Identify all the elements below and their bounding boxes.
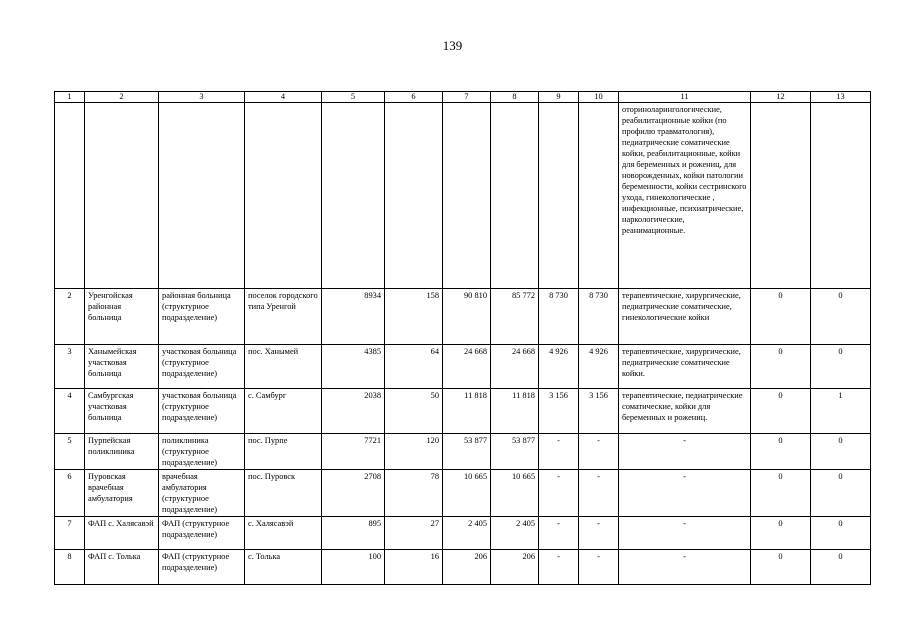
value-col-5: 2708 [322, 470, 385, 517]
column-number-7: 7 [443, 92, 491, 103]
facility-type: участковая больница (структурное подразделение) [159, 345, 245, 389]
bed-profiles: - [619, 434, 751, 470]
value-col-10: - [579, 434, 619, 470]
value-col-9: 3 156 [539, 389, 579, 434]
cell [55, 103, 85, 289]
value-col-9: 4 926 [539, 345, 579, 389]
value-col-9: - [539, 470, 579, 517]
bed-profiles: - [619, 550, 751, 585]
value-col-8: 11 818 [491, 389, 539, 434]
value-col-9: - [539, 550, 579, 585]
cell [443, 103, 491, 289]
column-number-10: 10 [579, 92, 619, 103]
facility-name: ФАП с. Халясавэй [85, 517, 159, 550]
cell [322, 103, 385, 289]
facility-type: ФАП (структурное подразделение) [159, 517, 245, 550]
cell [85, 103, 159, 289]
value-col-10: - [579, 470, 619, 517]
value-col-8: 24 668 [491, 345, 539, 389]
page-number: 139 [442, 38, 463, 53]
value-col-12: 0 [751, 389, 811, 434]
value-col-5: 2038 [322, 389, 385, 434]
continuation-text: оториноларингологические, реабилитационные койки (по профилю травматология), педиатрические соматические койки, реабилитационные, койки для беременных и рожениц, для новорожденных, койки патологии беременности, койки сестринского ухода, гинекологические , инфекционные, психиатрические, наркологические, реанимационные. [619, 103, 751, 289]
value-col-7: 10 665 [443, 470, 491, 517]
value-col-13: 1 [811, 389, 871, 434]
value-col-10: 4 926 [579, 345, 619, 389]
location: с. Толька [245, 550, 322, 585]
value-col-9: - [539, 517, 579, 550]
value-col-7: 206 [443, 550, 491, 585]
value-col-13: 0 [811, 517, 871, 550]
facility-name: ФАП с. Толька [85, 550, 159, 585]
column-number-8: 8 [491, 92, 539, 103]
location: поселок городского типа Уренгой [245, 289, 322, 345]
value-col-8: 53 877 [491, 434, 539, 470]
cell [491, 103, 539, 289]
table-row [55, 289, 871, 345]
row-number: 6 [55, 470, 85, 517]
value-col-10: - [579, 550, 619, 585]
row-number: 2 [55, 289, 85, 345]
column-number-4: 4 [245, 92, 322, 103]
cell [579, 103, 619, 289]
value-col-12: 0 [751, 470, 811, 517]
bed-profiles: - [619, 517, 751, 550]
value-col-7: 24 668 [443, 345, 491, 389]
cell [811, 103, 871, 289]
cell [751, 103, 811, 289]
value-col-13: 0 [811, 289, 871, 345]
row-number: 5 [55, 434, 85, 470]
value-col-12: 0 [751, 517, 811, 550]
column-number-6: 6 [385, 92, 443, 103]
table-body [55, 92, 871, 585]
value-col-6: 64 [385, 345, 443, 389]
column-number-9: 9 [539, 92, 579, 103]
value-col-12: 0 [751, 289, 811, 345]
value-col-10: - [579, 517, 619, 550]
value-col-9: 8 730 [539, 289, 579, 345]
value-col-6: 27 [385, 517, 443, 550]
value-col-13: 0 [811, 470, 871, 517]
table-row [55, 389, 871, 434]
value-col-5: 895 [322, 517, 385, 550]
value-col-12: 0 [751, 345, 811, 389]
value-col-6: 50 [385, 389, 443, 434]
value-col-8: 85 772 [491, 289, 539, 345]
facility-type: врачебная амбулатория (структурное подразделение) [159, 470, 245, 517]
table-row [55, 434, 871, 470]
facilities-table [54, 91, 871, 585]
bed-profiles: терапевтические, хирургические, педиатрические соматические, гинекологические койки [619, 289, 751, 345]
value-col-13: 0 [811, 345, 871, 389]
value-col-5: 4385 [322, 345, 385, 389]
value-col-10: 8 730 [579, 289, 619, 345]
location: пос. Пуровск [245, 470, 322, 517]
bed-profiles: - [619, 470, 751, 517]
bed-profiles: терапевтические, хирургические, педиатрические соматические койки. [619, 345, 751, 389]
facility-name: Ханымейская участковая больница [85, 345, 159, 389]
row-number: 3 [55, 345, 85, 389]
facility-type: районная больница (структурное подразделение) [159, 289, 245, 345]
value-col-7: 90 810 [443, 289, 491, 345]
value-col-13: 0 [811, 434, 871, 470]
row-number: 4 [55, 389, 85, 434]
continuation-row [55, 103, 871, 289]
table-row [55, 550, 871, 585]
table-row [55, 345, 871, 389]
column-number-2: 2 [85, 92, 159, 103]
facility-name: Пуровская врачебная амбулатория [85, 470, 159, 517]
value-col-6: 78 [385, 470, 443, 517]
column-number-12: 12 [751, 92, 811, 103]
column-number-5: 5 [322, 92, 385, 103]
value-col-8: 206 [491, 550, 539, 585]
value-col-6: 120 [385, 434, 443, 470]
value-col-9: - [539, 434, 579, 470]
location: пос. Пурпе [245, 434, 322, 470]
column-number-3: 3 [159, 92, 245, 103]
value-col-12: 0 [751, 550, 811, 585]
value-col-13: 0 [811, 550, 871, 585]
table-row [55, 470, 871, 517]
facility-type: ФАП (структурное подразделение) [159, 550, 245, 585]
column-number-row [55, 92, 871, 103]
facility-type: участковая больница (структурное подразделение) [159, 389, 245, 434]
value-col-8: 2 405 [491, 517, 539, 550]
row-number: 7 [55, 517, 85, 550]
value-col-8: 10 665 [491, 470, 539, 517]
cell [385, 103, 443, 289]
value-col-6: 158 [385, 289, 443, 345]
row-number: 8 [55, 550, 85, 585]
value-col-7: 53 877 [443, 434, 491, 470]
cell [245, 103, 322, 289]
cell [159, 103, 245, 289]
column-number-13: 13 [811, 92, 871, 103]
column-number-11: 11 [619, 92, 751, 103]
location: с. Самбург [245, 389, 322, 434]
value-col-10: 3 156 [579, 389, 619, 434]
location: пос. Ханымей [245, 345, 322, 389]
column-number-1: 1 [55, 92, 85, 103]
value-col-5: 100 [322, 550, 385, 585]
cell [539, 103, 579, 289]
facility-type: поликлиника (структурное подразделение) [159, 434, 245, 470]
value-col-7: 11 818 [443, 389, 491, 434]
value-col-12: 0 [751, 434, 811, 470]
bed-profiles: терапевтические, педиатрические соматические, койки для беременных и рожениц. [619, 389, 751, 434]
facility-name: Уренгойская районная больница [85, 289, 159, 345]
value-col-5: 7721 [322, 434, 385, 470]
location: с. Халясавэй [245, 517, 322, 550]
facility-name: Пурпейская поликлиника [85, 434, 159, 470]
value-col-7: 2 405 [443, 517, 491, 550]
value-col-5: 8934 [322, 289, 385, 345]
value-col-6: 16 [385, 550, 443, 585]
facility-name: Самбургская участковая больница [85, 389, 159, 434]
table-row [55, 517, 871, 550]
